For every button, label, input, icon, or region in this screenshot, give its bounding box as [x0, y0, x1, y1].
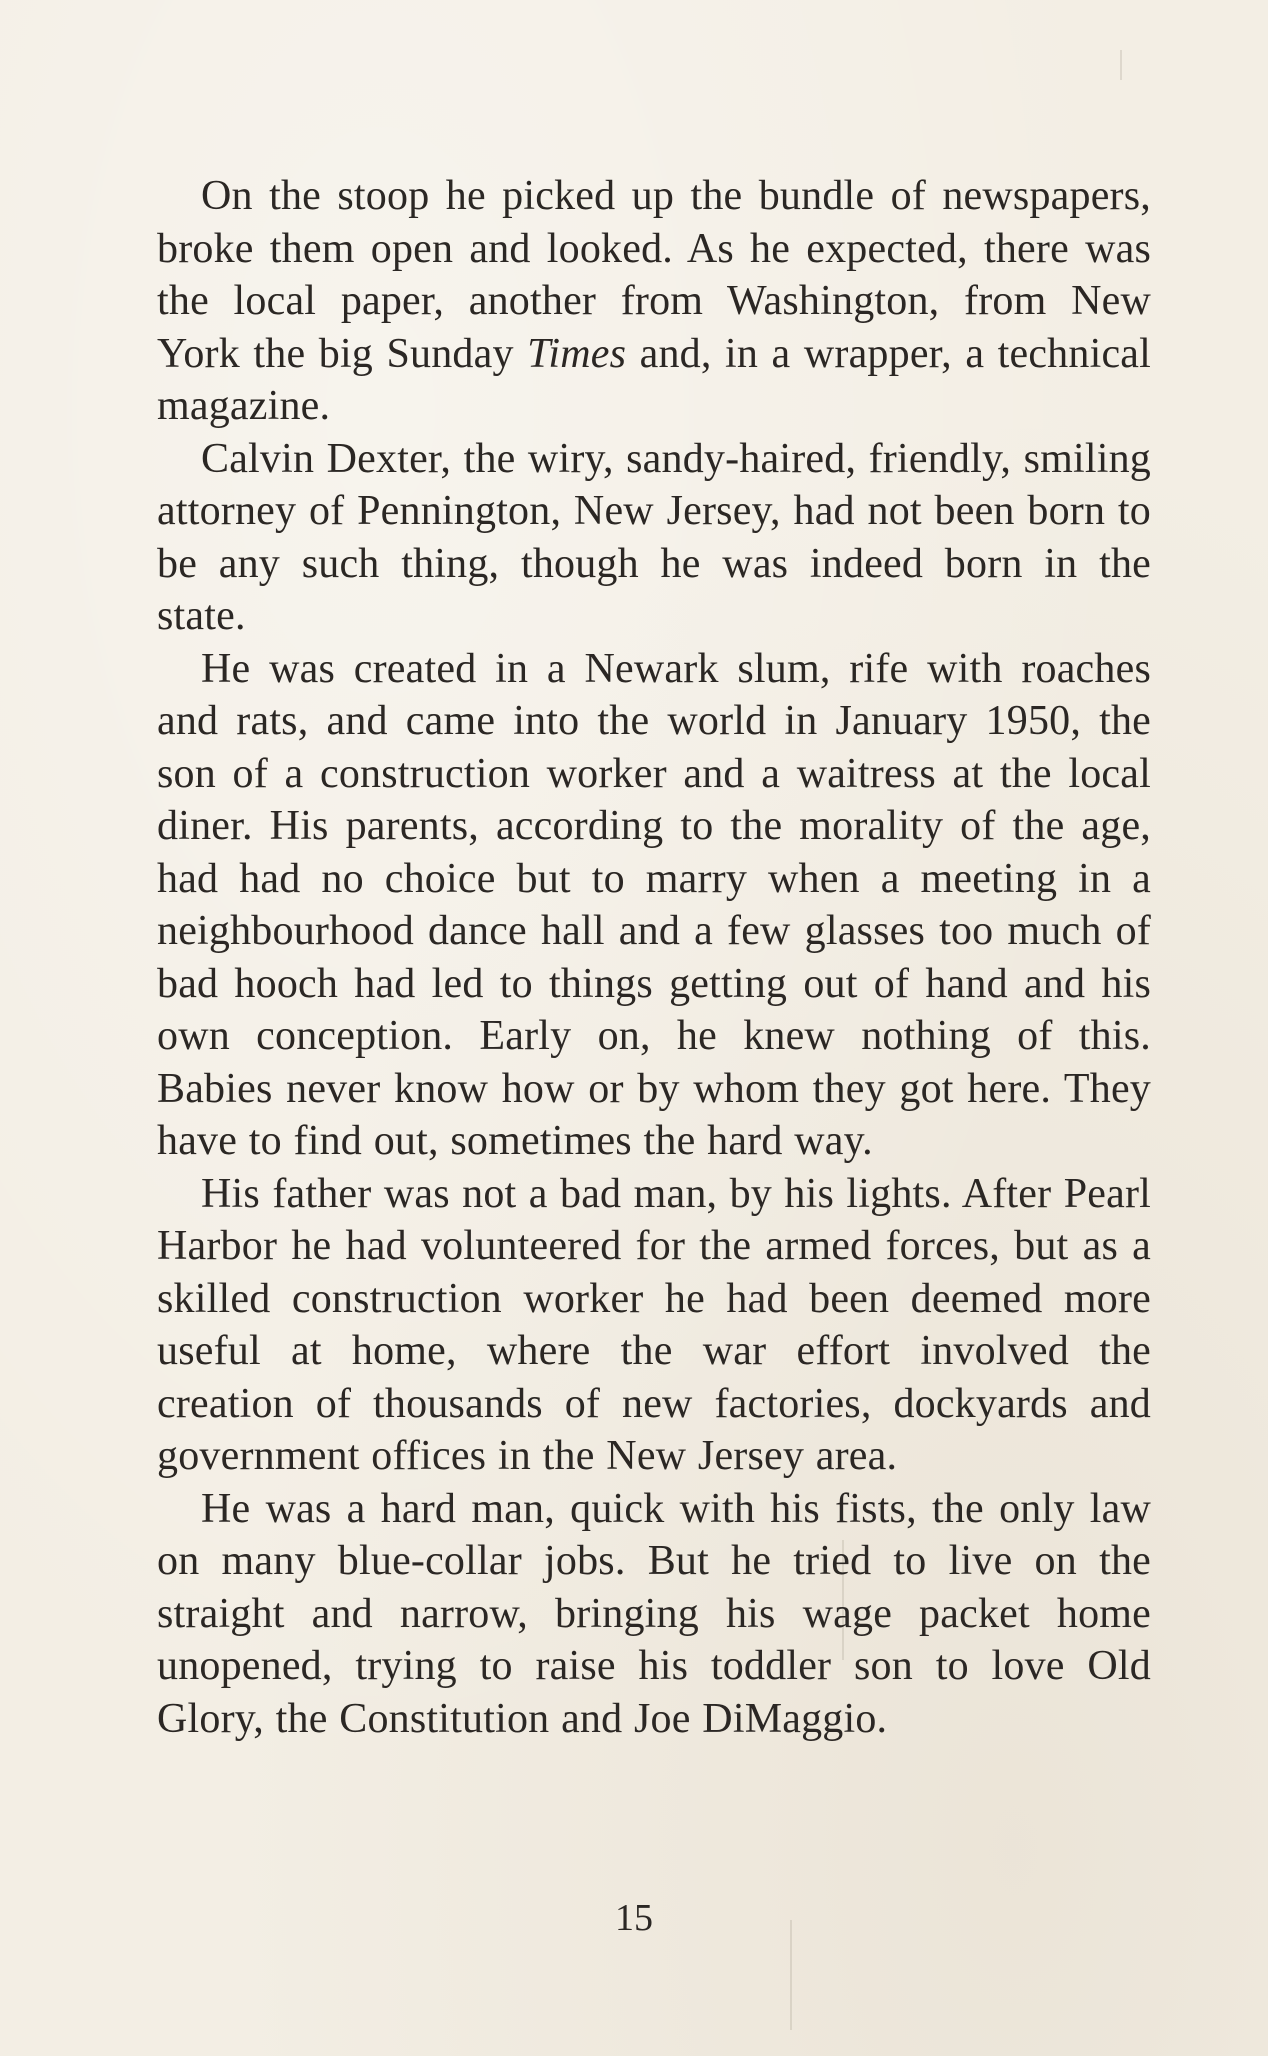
paragraph-4: His father was not a bad man, by his lights. After Pearl Harbor he had volunteered for the armed forces, but as a skilled construction worker he had been deemed more useful at home, where the war effort involved the creation of thousands of new factories, dockyards and government offices in the New Jersey area. [157, 1170, 1151, 1479]
paragraph-1-text: On the stoop he picked up the bundle of newspapers, broke them open and looked. As he expected, there was the local paper, another from Washington, from New York the big Sunday [157, 173, 1151, 377]
page-number: 15 [615, 1897, 653, 1939]
paragraph-1 [157, 170, 1151, 433]
paragraph-3: He was created in a Newark slum, rife with roaches and rats, and came into the world in January 1950, the son of a construction worker and a waitress at the local diner. His parents, according to the morality of the age, had had no choice but to marry when a meeting in a neighbourhood dance hall and a few glasses too much of bad hooch had led to things getting out of hand and his own conception. Early on, he knew nothing of this. Babies never know how or by whom they got here. They have to find out, sometimes the hard way. [157, 645, 1151, 1164]
paper-crease-3 [1120, 50, 1122, 80]
paragraph-5: He was a hard man, quick with his fists, the only law on many blue-collar jobs. But he tried to live on the straight and narrow, bringing his wage packet home unopened, trying to raise his toddler son to love Old Glory, the Constitution and Joe DiMaggio. [157, 1485, 1151, 1742]
paragraph-2: Calvin Dexter, the wiry, sandy-haired, friendly, smiling attorney of Pennington, New Jersey, had not been born to be any such thing, though he was indeed born in the state. [157, 435, 1151, 639]
paragraph-1-italic-title: Times [527, 330, 627, 377]
body-text [157, 170, 1151, 1745]
paragraph-1-text-end: and, in a wrapper, a technical magazine. [157, 330, 1152, 429]
